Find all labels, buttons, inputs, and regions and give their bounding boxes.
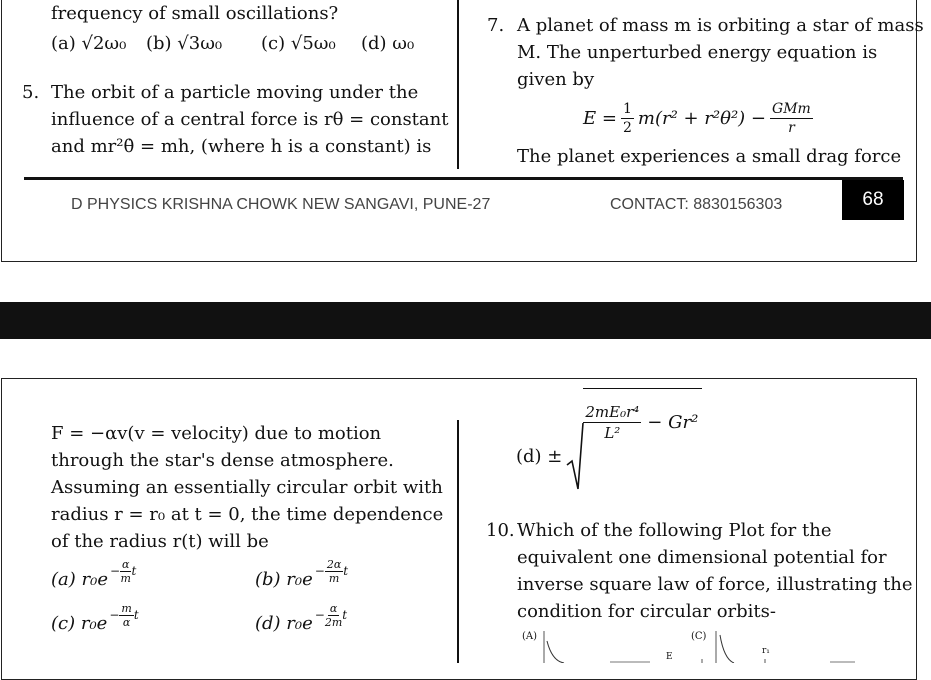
- option-c-exp-den: α: [122, 616, 131, 629]
- q4-option-d: (d) ω₀: [361, 33, 415, 54]
- q7-eq-frac1-num: 1: [622, 100, 632, 117]
- q7-eq-frac-half: [621, 100, 634, 137]
- option-d-exp-den: 2m: [324, 616, 343, 629]
- option-b-exp-num: 2α: [326, 558, 342, 571]
- option-c-label: (c) r₀e: [51, 613, 108, 634]
- q7-line-3: given by: [517, 69, 595, 90]
- q5-number: 5.: [22, 82, 40, 103]
- footer-address: D PHYSICS KRISHNA CHOWK NEW SANGAVI, PUNE-27: [71, 196, 491, 213]
- q7-eq-frac1-den: 2: [622, 119, 632, 136]
- plot-label-a: (A): [522, 631, 538, 642]
- q7-eq-frac2-num: GMm: [772, 100, 811, 117]
- drag-force-line-2: through the star's dense atmosphere.: [51, 450, 394, 471]
- drag-force-line-5: of the radius r(t) will be: [51, 531, 269, 552]
- q10-line-4: condition for circular orbits-: [517, 601, 776, 622]
- plot-label-r1: r₁: [762, 646, 770, 656]
- prev-option-d-label: (d) ±: [516, 445, 563, 467]
- q5-line-3: and mr²θ̇ = mh, (where h is a constant) is: [51, 136, 432, 157]
- option-c: (c) r₀e − $\frac{m}{\alpha}$ t: [51, 602, 139, 637]
- option-a-exp-num: α: [122, 558, 130, 571]
- option-c-exp-num: m: [121, 602, 132, 615]
- prev-question-option-d: [516, 403, 702, 492]
- q4-option-c: (c) √5ω₀: [261, 33, 336, 54]
- option-b-label: (b) r₀e: [255, 569, 313, 590]
- bottom-column-divider: [457, 420, 459, 663]
- sqrt-sign: [566, 421, 584, 491]
- q10-line-2: equivalent one dimensional potential for: [517, 547, 887, 568]
- sqrt-frac: [583, 402, 641, 443]
- option-c-exponent: [119, 602, 133, 629]
- drag-force-line-3: Assuming an essentially circular orbit with: [51, 477, 443, 498]
- page-number: 68: [862, 189, 884, 210]
- sqrt-frac-num: 2mE₀r⁴: [585, 403, 640, 421]
- q4-option-a: (a) √2ω₀: [51, 33, 127, 54]
- q7-eq-middle: m(r² + r²θ²) −: [637, 107, 767, 129]
- q7-line-1: A planet of mass m is orbiting a star of mass: [517, 15, 924, 36]
- q7-line-2: M. The unperturbed energy equation is: [517, 42, 878, 63]
- q10-line-3: inverse square law of force, illustrating the: [517, 574, 913, 595]
- q4-option-b: (b) √3ω₀: [146, 33, 223, 54]
- plot-label-e: E: [666, 652, 673, 662]
- option-d-exp-num: α: [329, 602, 338, 615]
- q7-after: The planet experiences a small drag force: [517, 146, 902, 167]
- q4-tail: frequency of small oscillations?: [51, 3, 339, 24]
- q7-eq-frac2-den: r: [788, 119, 795, 136]
- option-a-exponent: [120, 558, 131, 585]
- sqrt-tail: − Gr²: [647, 412, 699, 433]
- option-b: (b) r₀e − $\frac{2\alpha}{m}$ t: [255, 558, 348, 593]
- q5-line-2: influence of a central force is rθ = constant: [51, 109, 449, 130]
- plot-stubs: [520, 629, 920, 663]
- top-column-divider: [457, 0, 459, 169]
- option-b-exponent: [325, 558, 343, 585]
- q10-number: 10.: [486, 520, 515, 541]
- sqrt-body: [583, 388, 702, 457]
- drag-force-line-1: F = −αv(v = velocity) due to motion: [51, 423, 382, 444]
- option-b-exp-den: m: [328, 572, 340, 585]
- q7-number: 7.: [487, 15, 505, 36]
- q7-eq-frac-gmm: [770, 100, 813, 137]
- page-separator-band: [0, 302, 931, 339]
- q10-line-1: Which of the following Plot for the: [517, 520, 832, 541]
- q5-line-1: The orbit of a particle moving under the: [51, 82, 419, 103]
- plot-label-c: (C): [691, 631, 707, 642]
- q7-eq-lhs: E =: [583, 107, 617, 129]
- option-a-label: (a) r₀e: [51, 569, 108, 590]
- option-d-label: (d) r₀e: [255, 613, 313, 634]
- option-a-exp-den: m: [120, 572, 131, 585]
- drag-force-line-4: radius r = r₀ at t = 0, the time dependence: [51, 504, 444, 525]
- page-number-badge: [842, 180, 904, 220]
- option-d: (d) r₀e − $\frac{\alpha}{2m}$ t: [255, 602, 347, 637]
- q7-equation: [583, 94, 813, 142]
- option-d-exponent: [325, 602, 342, 629]
- footer-rule: [24, 177, 903, 180]
- sqrt-frac-den: L²: [604, 424, 621, 442]
- footer-contact: CONTACT: 8830156303: [610, 196, 783, 213]
- option-a: (a) r₀e − $\frac{\alpha}{m}$ t: [51, 558, 136, 593]
